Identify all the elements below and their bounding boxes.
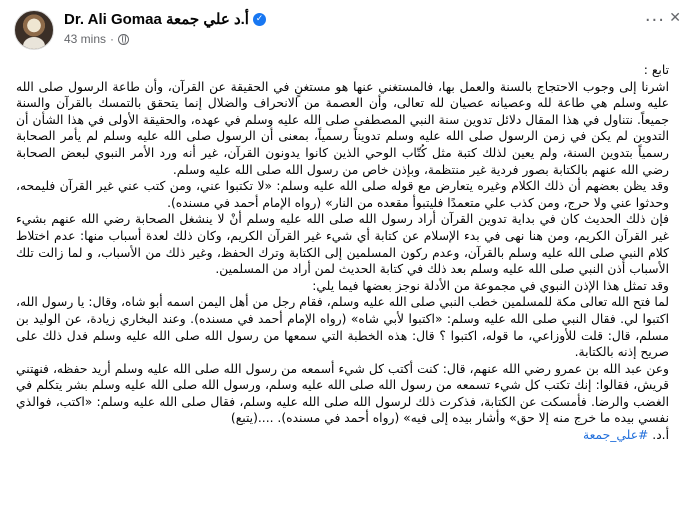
author-name[interactable]: Dr. Ali Gomaa أ.د علي جمعة xyxy=(64,11,249,28)
author-avatar[interactable] xyxy=(14,10,54,50)
post-subline xyxy=(64,32,266,46)
post-paragraph: وعن عبد الله بن عمرو رضي الله عنهم، قال: كنت أكتب كل شيء أسمعه من رسول الله صلى الله عليه وسلم أريد حفظه، فنهتني قريش، فقالوا: إنك تكتب كل شيء تسمعه من رسول الله صلى الله عليه وسلم، ورسول الله صلى الله عليه وسلم بشر يتكلم في الغضب والرضا. فأمسكت عن الكتابة، فذكرت ذلك لرسول الله صلى الله عليه وسلم، فقال صلى الله عليه وسلم: «اكتب، فوالذي نفسي بيده ما خرج منه إلا حق» وأشار بيده إلى فيه» (رواه أحمد في مسنده). ....(يتبع) xyxy=(16,361,669,426)
post-paragraph: تابع : xyxy=(643,63,669,77)
post-paragraph: فإن ذلك الحديث كان في بداية تدوين القرآن أراد رسول الله صلى الله عليه وسلم أنْ لا ينشغل الصحابة رضي الله عنهم بشيء غير القرآن الكريم، ومن هنا نهى في بدء الإسلام عن كتابة أي شيء غير القرآن الكريم، وكان ذلك لعدة أسباب منها: عدم اختلاط كلام النبي صلى الله عليه وسلم بالقرآن، وعدم ركون المسلمين إلى الكتابة وترك الحفظ، وغير ذلك من الأسباب، و لما زالت تلك الأسباب أذن النبي صلى الله عليه وسلم بعد ذلك في كتابة الحديث لمن أراد من المسلمين. xyxy=(16,212,669,277)
post-paragraph: لما فتح الله تعالى مكة للمسلمين خطب النبي صلى الله عليه وسلم، فقام رجل من أهل اليمن اسمه أبو شاه، وقال: يا رسول الله، اكتبوا لي. فقال النبي صلى الله عليه وسلم: «اكتبوا لأبي شاه» (رواه الإمام أحمد في مسنده). وعند البخاري زيادة، عن الوليد بن مسلم، قال: قلت للأوزاعي، ما قوله، اكتبوا ؟ قال: هذه الخطبة التي سمعها من رسول الله صلى الله عليه وسلم فدل ذلك على صريح إذنه بالكتابة. xyxy=(16,295,669,360)
more-options-icon[interactable]: ··· xyxy=(644,10,665,31)
globe-icon[interactable] xyxy=(118,34,129,45)
post-paragraph: وقد تمثل هذا الإذن النبوي في مجموعة من الأدلة نوجز بعضها فيما يلي: xyxy=(312,278,669,293)
post-timestamp[interactable]: 43 mins xyxy=(64,32,107,46)
author-row xyxy=(64,10,266,28)
post-body xyxy=(14,56,671,444)
post-paragraph: وقد يظن بعضهم أن ذلك الكلام وغيره يتعارض مع قوله صلى الله عليه وسلم: «لا تكتبوا عني، ومن كتب عني غير القرآن فليمحه، وحدثوا عني ولا حرج، ومن كذب علي متعمدًا فليتبوأ مقعده من النار» (رواه الإمام أحمد في مسنده). xyxy=(16,179,669,210)
signature-prefix: أ.د. xyxy=(652,428,669,443)
separator-dot: · xyxy=(110,32,115,46)
verified-badge-icon: ✓ xyxy=(253,13,266,26)
post-meta xyxy=(64,8,266,46)
hashtag-link[interactable]: #علي_جمعة xyxy=(583,428,649,443)
close-icon[interactable]: ✕ xyxy=(669,10,681,26)
post-signature xyxy=(16,427,669,444)
post-header xyxy=(14,8,681,56)
post-paragraph: اشرنا إلى وجوب الاحتجاج بالسنة والعمل بها، فالمستغني عنها هو مستغنٍ في الحقيقة عن القرآن، وأن طاعة الرسول صلى الله عليه وسلم هي طاعة لله وعصيانه عصيان لله تعالى، وأن العصمة من الانحراف والضلال إنما يتحقق بالتمسك بالقرآن والسنة جميعاً. نتناول في هذا المقال دلائل تدوين سنة النبي المصطفى صلى الله عليه وسلم في عهده، والحقيقة الأولى في هذا الشأن أن التدوين لم يكن في زمن الرسول صلى الله عليه وسلم تدويناً رسمياً، بمعنى أن الرسول صلى الله عليه وسلم لم يأمر الصحابة رسمياً بتدوين السنة، ولم يعين لذلك كتبة مثل كُتّاب الوحي الذين كانوا يدونون القرآن، غير أنه ورد الأمر النبوي لبعض الصحابة رضي الله عنهم بالكتابة بصور فردية غير منتظمة، وبإذن خاص من رسول الله صلى الله عليه وسلم. xyxy=(16,79,669,177)
